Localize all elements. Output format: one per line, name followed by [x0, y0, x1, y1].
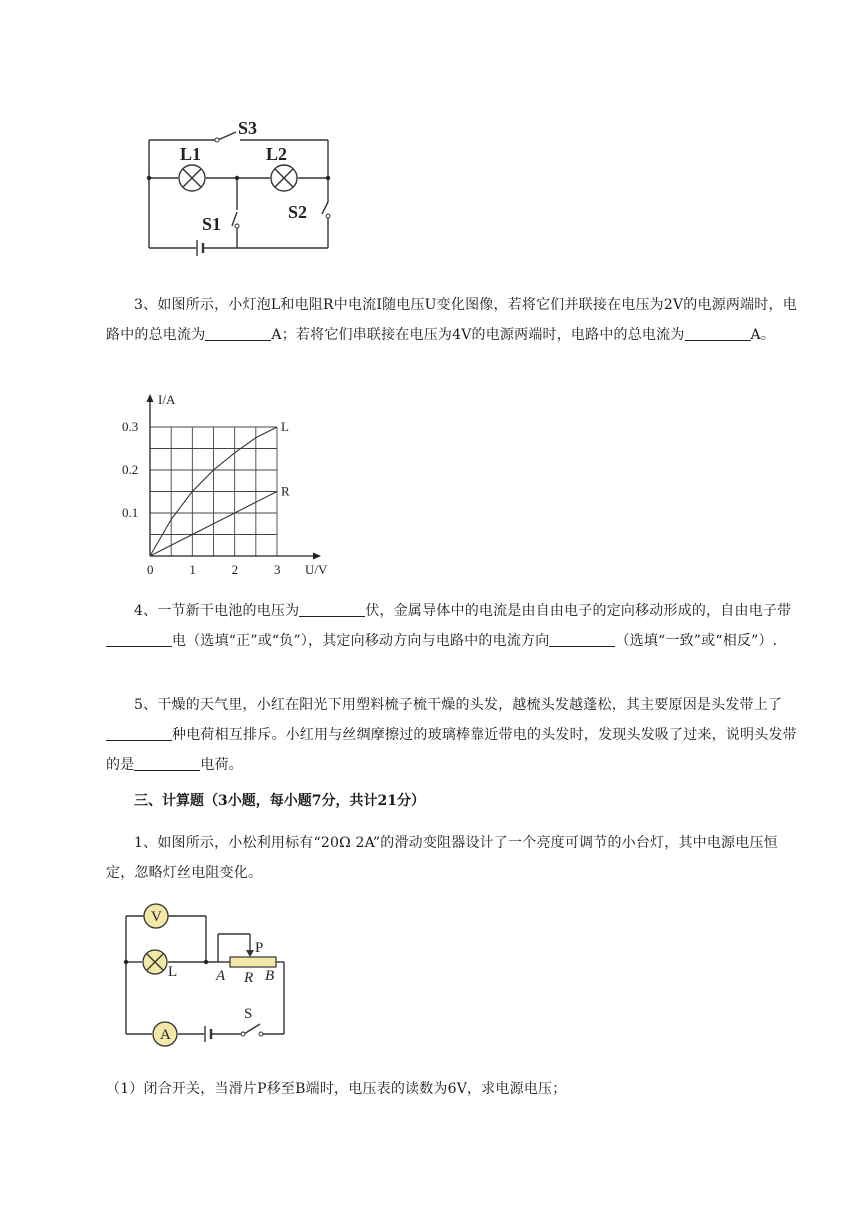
slider-label: P [255, 940, 264, 956]
calc1-text: 如图所示，小松利用标有“20Ω 2A”的滑动变阻器设计了一个亮度可调节的小台灯，其中电源电压恒定，忽略灯丝电阻变化。 [106, 835, 778, 881]
lamp-label: L [168, 964, 178, 980]
q4-text-c: 电（选填“正”或“负”），其定向移动方向与电路中的电流方向 [172, 633, 550, 649]
label-l1: L1 [180, 144, 202, 164]
label-s1: S1 [202, 214, 222, 234]
chart-grid [150, 427, 277, 556]
x-tick-label: 2 [231, 562, 239, 577]
question-5 [106, 690, 806, 780]
ammeter-label: A [160, 1027, 171, 1043]
x-axis-label: U/V [305, 562, 328, 577]
q3-blank-2[interactable] [685, 326, 751, 341]
circuit-diagram-3 [116, 900, 296, 1056]
circuit-diagram-1 [140, 112, 340, 262]
q5-text-a: 干燥的天气里，小红在阳光下用塑料梳子梳干燥的头发，越梳头发越蓬松，其主要原因是头发带上了 [157, 697, 783, 713]
y-axis-arrow [147, 394, 154, 402]
label-s2: S2 [288, 202, 308, 222]
q5-blank-1[interactable] [106, 726, 172, 741]
y-tick-label: 0.1 [122, 505, 139, 520]
q3-text-c: A。 [750, 327, 776, 343]
series-label-R: R [281, 483, 290, 499]
q5-blank-2[interactable] [134, 756, 200, 771]
question-4 [106, 596, 806, 656]
q4-blank-3[interactable] [549, 632, 615, 647]
q3-text-b: A；若将它们串联接在电压为4V的电源两端时，电路中的总电流为 [271, 327, 685, 343]
rheostat-end-b-label: B [265, 968, 275, 984]
y-tick-label: 0.2 [122, 462, 139, 477]
x-tick-label: 1 [189, 562, 196, 577]
q4-blank-2[interactable] [106, 632, 172, 647]
q3-blank-1[interactable] [205, 326, 271, 341]
q5-text-c: 电荷。 [200, 757, 244, 773]
series-label-L: L [281, 419, 289, 434]
calc1-number: 1、 [134, 835, 158, 851]
rheostat-end-a-label: A [216, 968, 226, 984]
q3-text-a: 如图所示，小灯泡L和电阻R中电流I随电压U变化图像，若将它们并联接在电压为2V的电源两端时，电路中的总电流为 [106, 297, 797, 343]
label-l2: L2 [266, 144, 288, 164]
x-tick-label: 0 [147, 562, 154, 577]
y-tick-label: 0.3 [122, 419, 139, 434]
x-axis-arrow [313, 553, 321, 560]
iu-chart [110, 388, 350, 580]
section-3-heading: 三、计算题（3小题，每小题7分，共计21分） [134, 793, 425, 809]
voltmeter-label: V [151, 909, 162, 925]
q4-text-a: 一节新干电池的电压为 [157, 603, 300, 619]
q4-text-b: 伏，金属导体中的电流是由自由电子的定向移动形成的，自由电子带 [365, 603, 792, 619]
calc-question-1 [106, 828, 806, 888]
question-3 [106, 290, 806, 350]
q5-text-b: 种电荷相互排斥。小红用与丝绸摩擦过的玻璃棒靠近带电的头发时，发现头发吸了过来，说明头发带的是 [106, 727, 797, 773]
calc1-part-1: （1）闭合开关，当滑片P移至B端时，电压表的读数为6V，求电源电压； [106, 1081, 567, 1097]
chart-labels [122, 392, 328, 577]
q3-number: 3、 [134, 297, 158, 313]
q5-number: 5、 [134, 697, 158, 713]
x-tick-label: 3 [274, 562, 281, 577]
label-s3: S3 [238, 118, 258, 138]
q4-text-d: （选填“一致”或“相反”）. [615, 633, 778, 649]
y-axis-label: I/A [158, 392, 176, 407]
q4-number: 4、 [134, 603, 158, 619]
rheostat-label: R [244, 970, 254, 986]
switch-label: S [244, 1006, 253, 1022]
q4-blank-1[interactable] [299, 602, 365, 617]
